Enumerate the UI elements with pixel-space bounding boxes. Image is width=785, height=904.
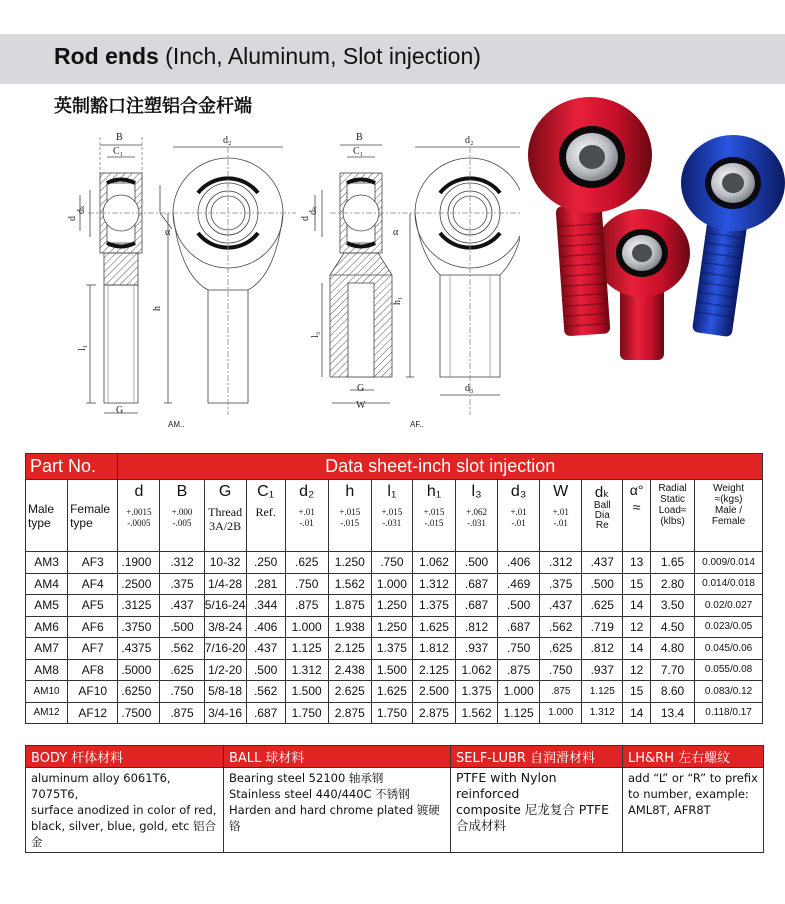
table-cell: 4.50 <box>651 616 695 638</box>
table-cell: 13 <box>623 552 651 574</box>
label-c1: C₁ <box>113 146 124 157</box>
label-dk-right: dₖ <box>308 205 319 215</box>
table-cell: 1.000 <box>285 616 328 638</box>
table-cell: 13.4 <box>651 702 695 724</box>
table-cell: 2.500 <box>412 681 455 703</box>
table-cell: .2500 <box>118 573 160 595</box>
table-cell: 0.014/0.018 <box>695 573 763 595</box>
table-cell: .875 <box>498 659 540 681</box>
lh-rh-text: add “L” or “R” to prefix to number, example: AML8T, AFR8T <box>623 768 764 853</box>
table-cell: 1.000 <box>371 573 412 595</box>
table-cell: 1.250 <box>328 552 371 574</box>
ball-material-header: BALL 球材料 <box>224 746 451 768</box>
table-cell: 1.125 <box>582 681 623 703</box>
table-cell: .937 <box>582 659 623 681</box>
materials-table <box>25 745 764 853</box>
label-b: B <box>116 132 123 143</box>
table-cell: 12 <box>623 616 651 638</box>
label-w: W <box>356 400 366 411</box>
page-title: Rod ends (Inch, Aluminum, Slot injection) <box>54 43 481 69</box>
table-cell: .625 <box>540 638 582 660</box>
col-male-type: Male type <box>26 480 68 552</box>
col-alpha: α° ≈ <box>623 480 651 552</box>
table-cell: 2.80 <box>651 573 695 595</box>
table-cell: .500 <box>246 659 285 681</box>
table-cell: 7/16-20 <box>204 638 246 660</box>
table-row <box>26 659 763 681</box>
table-cell: .437 <box>582 552 623 574</box>
table-cell: AM10 <box>26 681 68 703</box>
table-cell: AM6 <box>26 616 68 638</box>
table-cell: .562 <box>246 681 285 703</box>
col-d3: d₃ +.01 -.01 <box>498 480 540 552</box>
table-cell: 14 <box>623 638 651 660</box>
table-cell: 0.009/0.014 <box>695 552 763 574</box>
table-cell: 0.02/0.027 <box>695 595 763 617</box>
table-cell: .437 <box>160 595 204 617</box>
title-bar <box>0 34 785 84</box>
label-d: d <box>67 216 78 221</box>
table-row <box>26 638 763 660</box>
blue-rod-end <box>681 135 785 337</box>
data-sheet-header: Data sheet-inch slot injection <box>118 454 763 480</box>
table-cell: .875 <box>540 681 582 703</box>
label-h: h <box>152 306 163 311</box>
table-cell: .625 <box>285 552 328 574</box>
label-d2: d₂ <box>223 135 232 146</box>
table-cell: 0.055/0.08 <box>695 659 763 681</box>
self-lubr-text: PTFE with Nylon reinforced composite 尼龙复合 PTFE 合成材料 <box>451 768 623 853</box>
table-cell: 1.062 <box>456 659 498 681</box>
col-w: W +.01 -.01 <box>540 480 582 552</box>
table-cell: 10-32 <box>204 552 246 574</box>
table-cell: 1.000 <box>540 702 582 724</box>
table-row <box>26 595 763 617</box>
table-cell: .562 <box>540 616 582 638</box>
table-cell: 2.875 <box>328 702 371 724</box>
col-radial-load: Radial Static Load≈ (klbs) <box>651 480 695 552</box>
table-cell: .1900 <box>118 552 160 574</box>
table-cell: AF7 <box>68 638 118 660</box>
af-side-view <box>315 145 400 403</box>
table-cell: 1/2-20 <box>204 659 246 681</box>
table-row <box>26 616 763 638</box>
table-cell: .750 <box>371 552 412 574</box>
label-alpha-right: α <box>393 227 399 238</box>
table-cell: AF12 <box>68 702 118 724</box>
table-cell: 1.750 <box>285 702 328 724</box>
col-b: B +.000 -.005 <box>160 480 204 552</box>
label-d2-right: d₂ <box>465 135 474 146</box>
table-cell: 2.125 <box>412 659 455 681</box>
lh-rh-header: LH&RH 左右螺纹 <box>623 746 764 768</box>
col-l1: l₁ +.015 -.031 <box>371 480 412 552</box>
table-cell: AF3 <box>68 552 118 574</box>
table-cell: .437 <box>246 638 285 660</box>
table-cell: 1.938 <box>328 616 371 638</box>
table-cell: 14 <box>623 702 651 724</box>
table-cell: 1.750 <box>371 702 412 724</box>
col-weight: Weight ≈(kgs) Male / Female <box>695 480 763 552</box>
table-row <box>26 681 763 703</box>
caption-af: AF.. <box>410 420 424 429</box>
table-cell: 0.045/0.06 <box>695 638 763 660</box>
table-cell: 1.562 <box>328 573 371 595</box>
technical-drawings <box>60 125 520 435</box>
table-cell: .406 <box>246 616 285 638</box>
table-cell: 1.125 <box>285 638 328 660</box>
table-cell: .750 <box>285 573 328 595</box>
label-l3: l₃ <box>310 331 321 338</box>
table-cell: 1.625 <box>371 681 412 703</box>
label-g: G <box>116 405 124 416</box>
table-cell: 2.438 <box>328 659 371 681</box>
am-side-view <box>80 137 172 413</box>
table-cell: .812 <box>582 638 623 660</box>
table-cell: AF8 <box>68 659 118 681</box>
table-cell: 7.70 <box>651 659 695 681</box>
table-cell: 1/4-28 <box>204 573 246 595</box>
table-cell: .687 <box>246 702 285 724</box>
label-l1: l₁ <box>77 344 88 351</box>
table-cell: AF4 <box>68 573 118 595</box>
label-d3: d₃ <box>465 383 474 394</box>
table-cell: .500 <box>582 573 623 595</box>
table-cell: 0.023/0.05 <box>695 616 763 638</box>
table-cell: 1.562 <box>456 702 498 724</box>
table-row <box>26 552 763 574</box>
table-cell: 1.65 <box>651 552 695 574</box>
table-cell: AM12 <box>26 702 68 724</box>
table-cell: .687 <box>456 595 498 617</box>
table-cell: .562 <box>160 638 204 660</box>
table-cell: 14 <box>623 595 651 617</box>
table-cell: 1.125 <box>498 702 540 724</box>
red-rod-end-small <box>594 209 690 360</box>
label-d-right: d <box>300 216 311 221</box>
col-h: h +.015 -.015 <box>328 480 371 552</box>
table-cell: .250 <box>246 552 285 574</box>
table-cell: .625 <box>160 659 204 681</box>
table-cell: 5/8-18 <box>204 681 246 703</box>
table-cell: 1.625 <box>412 616 455 638</box>
table-cell: .4375 <box>118 638 160 660</box>
table-cell: 1.812 <box>412 638 455 660</box>
col-g: G Thread 3A/2B <box>204 480 246 552</box>
table-cell: 3/8-24 <box>204 616 246 638</box>
table-cell: .437 <box>540 595 582 617</box>
label-c1-right: C₁ <box>353 146 364 157</box>
table-cell: .500 <box>498 595 540 617</box>
table-cell: AM3 <box>26 552 68 574</box>
table-cell: .312 <box>160 552 204 574</box>
table-cell: .469 <box>498 573 540 595</box>
table-cell: .750 <box>498 638 540 660</box>
col-c1: C₁ Ref. <box>246 480 285 552</box>
table-cell: 8.60 <box>651 681 695 703</box>
table-cell: .406 <box>498 552 540 574</box>
label-h1: h₁ <box>392 296 403 305</box>
table-cell: 12 <box>623 659 651 681</box>
table-cell: .750 <box>160 681 204 703</box>
table-cell: AF10 <box>68 681 118 703</box>
table-cell: .312 <box>540 552 582 574</box>
table-row <box>26 702 763 724</box>
table-cell: AF6 <box>68 616 118 638</box>
col-d2: d₂ +.01 -.01 <box>285 480 328 552</box>
table-cell: .3125 <box>118 595 160 617</box>
table-cell: .687 <box>456 573 498 595</box>
af-front-view <box>402 147 520 415</box>
table-cell: .6250 <box>118 681 160 703</box>
label-dk: dₖ <box>76 204 87 214</box>
table-cell: 1.375 <box>456 681 498 703</box>
table-cell: .5000 <box>118 659 160 681</box>
table-cell: .7500 <box>118 702 160 724</box>
table-cell: 1.312 <box>412 573 455 595</box>
table-cell: .875 <box>160 702 204 724</box>
table-cell: 1.062 <box>412 552 455 574</box>
table-cell: 1.312 <box>582 702 623 724</box>
table-cell: 1.250 <box>371 616 412 638</box>
table-cell: .375 <box>540 573 582 595</box>
part-no-header: Part No. <box>26 454 118 480</box>
table-cell: 3/4-16 <box>204 702 246 724</box>
table-cell: 2.625 <box>328 681 371 703</box>
table-cell: AM8 <box>26 659 68 681</box>
col-d: d +.0015 -.0005 <box>118 480 160 552</box>
table-cell: 5/16-24 <box>204 595 246 617</box>
col-h1: h₁ +.015 -.015 <box>412 480 455 552</box>
body-material-text: aluminum alloy 6061T6, 7075T6, surface anodized in color of red, black, silver, blue, gold, etc 铝合金 <box>26 768 224 853</box>
body-material-header: BODY 杆体材料 <box>26 746 224 768</box>
caption-am: AM.. <box>168 420 185 429</box>
table-cell: 15 <box>623 681 651 703</box>
table-cell: .687 <box>498 616 540 638</box>
table-cell: 1.250 <box>371 595 412 617</box>
table-cell: AM4 <box>26 573 68 595</box>
table-cell: 1.000 <box>498 681 540 703</box>
table-cell: AM7 <box>26 638 68 660</box>
table-cell: 15 <box>623 573 651 595</box>
table-cell: .750 <box>540 659 582 681</box>
table-cell: 1.312 <box>285 659 328 681</box>
table-cell: .875 <box>285 595 328 617</box>
table-cell: .500 <box>160 616 204 638</box>
table-cell: .719 <box>582 616 623 638</box>
table-cell: AM5 <box>26 595 68 617</box>
table-cell: 1.500 <box>285 681 328 703</box>
self-lubr-header: SELF-LUBR 自润滑材料 <box>451 746 623 768</box>
table-row <box>26 573 763 595</box>
table-cell: 4.80 <box>651 638 695 660</box>
table-cell: 1.375 <box>412 595 455 617</box>
table-cell: 0.083/0.12 <box>695 681 763 703</box>
ball-material-text: Bearing steel 52100 轴承钢 Stainless steel 440/440C 不锈钢 Harden and hard chrome plated 镀硬铬 <box>224 768 451 853</box>
table-cell: .281 <box>246 573 285 595</box>
table-cell: 1.375 <box>371 638 412 660</box>
label-g-right: G <box>357 383 365 394</box>
table-cell: 0.118/0.17 <box>695 702 763 724</box>
col-dk: dₖ Ball Dia Re <box>582 480 623 552</box>
spec-table <box>25 453 763 724</box>
table-cell: .625 <box>582 595 623 617</box>
table-cell: 3.50 <box>651 595 695 617</box>
product-photo <box>520 85 785 360</box>
table-cell: 1.500 <box>371 659 412 681</box>
label-alpha: α <box>165 227 171 238</box>
table-cell: AF5 <box>68 595 118 617</box>
table-cell: .812 <box>456 616 498 638</box>
table-cell: 1.875 <box>328 595 371 617</box>
table-cell: .500 <box>456 552 498 574</box>
table-cell: 2.125 <box>328 638 371 660</box>
label-b-right: B <box>356 132 363 143</box>
table-cell: .375 <box>160 573 204 595</box>
am-front-view <box>160 147 296 415</box>
table-cell: .344 <box>246 595 285 617</box>
table-cell: 2.875 <box>412 702 455 724</box>
chinese-subtitle: 英制豁口注塑铝合金杆端 <box>54 96 252 117</box>
table-cell: .937 <box>456 638 498 660</box>
col-l3: l₃ +.062 -.031 <box>456 480 498 552</box>
col-female-type: Female type <box>68 480 118 552</box>
table-cell: .3750 <box>118 616 160 638</box>
